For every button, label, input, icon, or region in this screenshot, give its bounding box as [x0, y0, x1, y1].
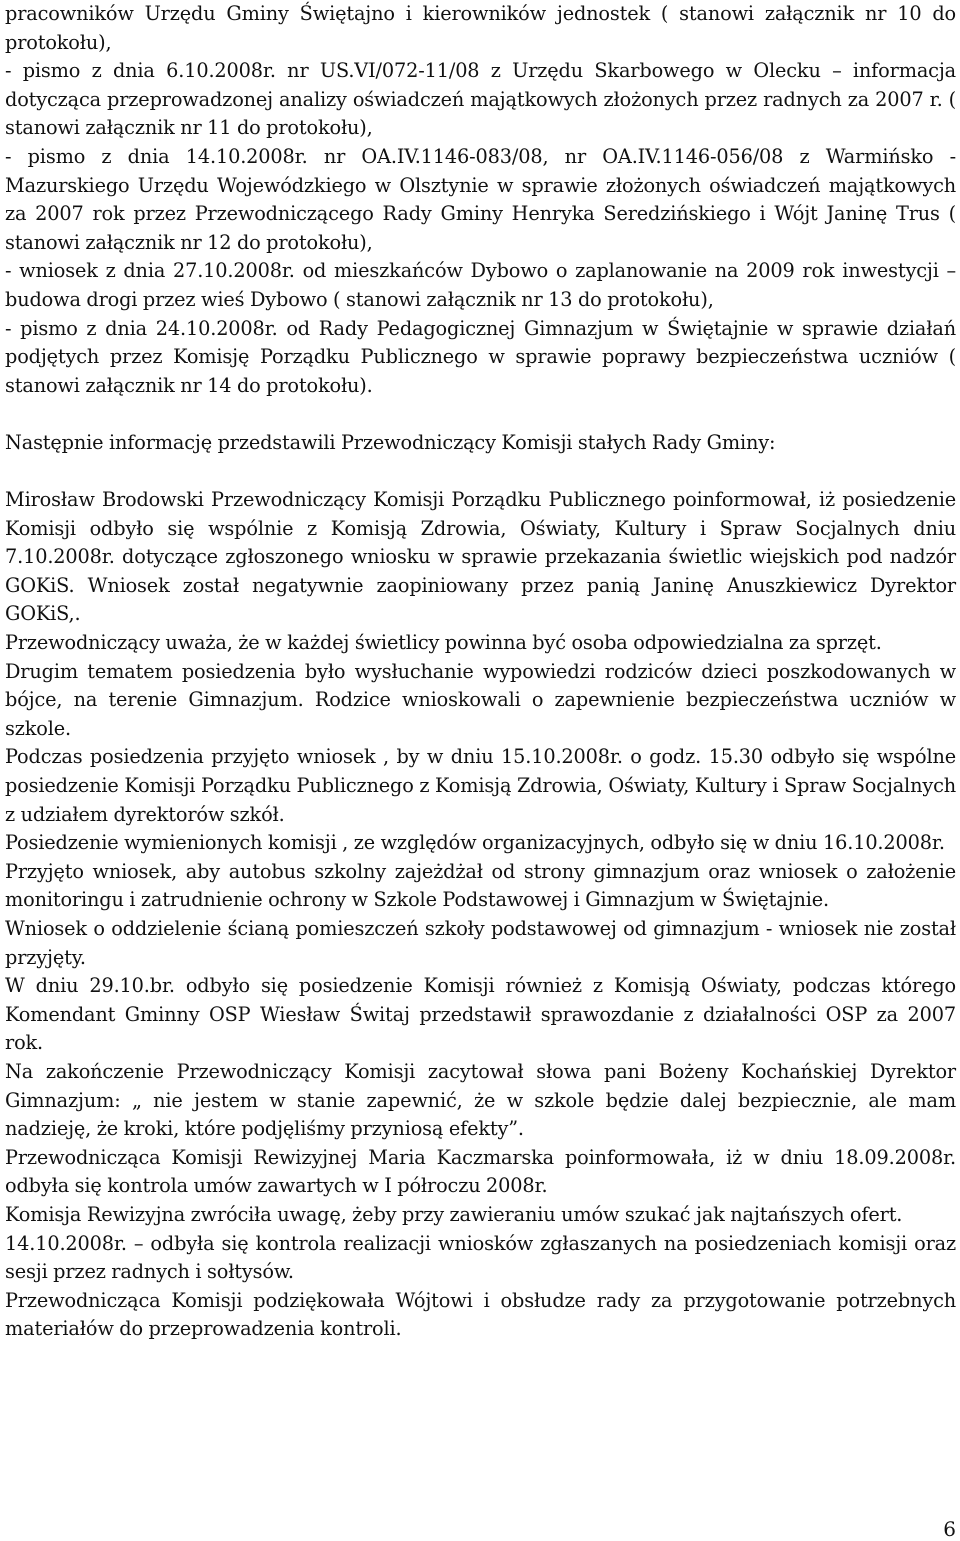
list-item: pracowników Urzędu Gminy Świętajno i kierowników jednostek ( stanowi załącznik nr 10 do protokołu),: [5, 2, 956, 54]
list-item: - pismo z dnia 6.10.2008r. nr US.VI/072-11/08 z Urzędu Skarbowego w Olecku – informacja dotycząca przeprowadzonej analizy oświadczeń majątkowych złożonych przez radnych za 2007 r. ( stanowi załącznik nr 11 do protokołu),: [5, 59, 956, 140]
list-item: - pismo z dnia 14.10.2008r. nr OA.IV.1146-083/08, nr OA.IV.1146-056/08 z Warmińsko - Mazurskiego Urzędu Wojewódzkiego w Olsztynie w sprawie złożonych oświadczeń majątkowych za 2007 rok przez Przewodniczącego Rady Gminy Henryka Seredzińskiego i Wójt Janinę Trus ( stanowi załącznik nr 12 do protokołu),: [5, 144, 956, 254]
paragraph: Przewodniczący uważa, że w każdej świetlicy powinna być osoba odpowiedzialna za sprzęt.: [5, 631, 882, 655]
paragraph: Podczas posiedzenia przyjęto wniosek , by w dniu 15.10.2008r. o godz. 15.30 odbyło się wspólne posiedzenie Komisji Porządku Publicznego z Komisją Zdrowia, Oświaty, Kultury i Spraw Socjalnych z udziałem dyrektorów szkół.: [5, 745, 956, 826]
list-item: - wniosek z dnia 27.10.2008r. od mieszkańców Dybowo o zaplanowanie na 2009 rok inwestycji – budowa drogi przez wieś Dybowo ( stanowi załącznik nr 13 do protokołu),: [5, 259, 956, 311]
paragraph: Mirosław Brodowski Przewodniczący Komisji Porządku Publicznego poinformował, iż posiedzenie Komisji odbyło się wspólnie z Komisją Zdrowia, Oświaty, Kultury i Spraw Socjalnych dniu 7.10.2008r. dotyczące zgłoszonego wniosku w sprawie przekazania świetlic wiejskich pod nadzór GOKiS. Wniosek został negatywnie zaopiniowany przez panią Janinę Anuszkiewicz Dyrektor GOKiS,.: [5, 488, 956, 626]
paragraph: Przewodnicząca Komisji podziękowała Wójtowi i obsłudze rady za przygotowanie potrzebnych materiałów do przeprowadzenia kontroli.: [5, 1288, 956, 1341]
spacer: [5, 400, 956, 429]
paragraph: Przewodnicząca Komisji Rewizyjnej Maria Kaczmarska poinformowała, iż w dniu 18.09.2008r. odbyła się kontrola umów zawartych w I półroczu 2008r.: [5, 1145, 956, 1198]
paragraph: Na zakończenie Przewodniczący Komisji zacytował słowa pani Bożeny Kochańskiej Dyrektor Gimnazjum: „ nie jestem w stanie zapewnić, że w szkole będzie dalej bezpiecznie, ale mam nadzieję, że kroki, które podjęliśmy przyniosą efekty”.: [5, 1059, 956, 1141]
paragraph: W dniu 29.10.br. odbyło się posiedzenie Komisji również z Komisją Oświaty, podczas którego Komendant Gminny OSP Wiesław Świtaj przedstawił sprawozdanie z działalności OSP za 2007 rok.: [5, 974, 956, 1055]
spacer: [5, 458, 956, 487]
paragraph: Wniosek o oddzielenie ścianą pomieszczeń szkoły podstawowej od gimnazjum - wniosek nie został przyjęty.: [5, 917, 956, 969]
intro-paragraph: Następnie informację przedstawili Przewodniczący Komisji stałych Rady Gminy:: [5, 430, 776, 454]
paragraph: Przyjęto wniosek, aby autobus szkolny zajeżdżał od strony gimnazjum oraz wniosek o założenie monitoringu i zatrudnienie ochrony w Szkole Podstawowej i Gimnazjum w Świętajnie.: [5, 859, 956, 912]
page-number: 6: [943, 1517, 956, 1541]
document-page: [5, 0, 956, 1344]
paragraph: Komisja Rewizyjna zwróciła uwagę, żeby przy zawieraniu umów szukać jak najtańszych ofert.: [5, 1202, 903, 1226]
paragraph: Posiedzenie wymienionych komisji , ze względów organizacyjnych, odbyło się w dniu 16.10.2008r.: [5, 831, 945, 855]
list-item: - pismo z dnia 24.10.2008r. od Rady Pedagogicznej Gimnazjum w Świętajnie w sprawie działań podjętych przez Komisję Porządku Publicznego w sprawie poprawy bezpieczeństwa uczniów ( stanowi załącznik nr 14 do protokołu).: [5, 316, 956, 397]
paragraph: 14.10.2008r. – odbyła się kontrola realizacji wniosków zgłaszanych na posiedzeniach komisji oraz sesji przez radnych i sołtysów.: [5, 1231, 956, 1284]
paragraph: Drugim tematem posiedzenia było wysłuchanie wypowiedzi rodziców dzieci poszkodowanych w bójce, na terenie Gimnazjum. Rodzice wnioskowali o zapewnienie bezpieczeństwa uczniów w szkole.: [5, 659, 956, 740]
